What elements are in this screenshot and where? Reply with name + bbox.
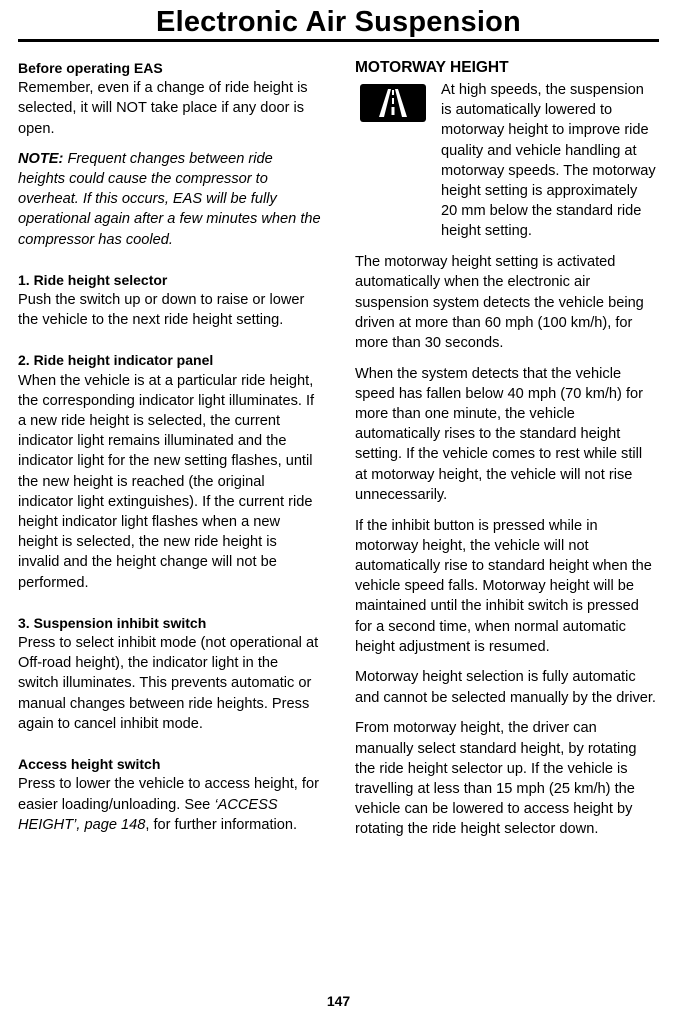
motorway-height-heading: MOTORWAY HEIGHT [355,59,509,76]
right-column [355,58,657,840]
motorway-paragraph-3: If the inhibit button is pressed while in motorway height, the vehicle will not automatically rise to standard height when the vehicle speed falls. Motorway height will be maintained until the inhibit switch is pressed for a second time, when normal automatic height adjustment is resumed. [355,517,652,655]
inhibit-switch-text: Press to select inhibit mode (not operational at Off-road height), the indicator light in the switch illuminates. This prevents automatic or manual changes between ride heights. Press again to cancel inhibit mode. [18,635,319,732]
indicator-panel-heading: 2. Ride height indicator panel [18,352,214,369]
motorway-paragraph-4: Motorway height selection is fully automatic and cannot be selected manually by the driver. [355,669,656,706]
access-switch-heading: Access height switch [18,756,161,773]
page-number: 147 [326,993,351,1009]
page-title: Electronic Air Suspension [156,6,521,38]
access-height-reference: ‘ACCESS HEIGHT’, page 148 [18,796,278,833]
motorway-paragraph-5: From motorway height, the driver can manually select standard height, by rotating the ride height selector up. If the vehicle is travelling at less than 15 mph (25 km/h) the vehicle can be lowered to access height by rotating the ride height selector down. [355,720,637,838]
before-eas-heading: Before operating EAS [18,60,163,76]
left-column [18,58,322,835]
access-switch-text [18,774,322,835]
motorway-intro [355,80,657,242]
access-text-before: Press to lower the vehicle to access height, for easier loading/unloading. See [18,776,319,813]
access-switch-section [18,754,322,835]
ride-height-selector-section [18,270,322,331]
motorway-height-icon [360,84,426,122]
access-text-after: , for further information. [145,816,298,833]
motorway-intro-text: At high speeds, the suspension is automatically lowered to motorway height to improve ride quality and vehicle handling at motorway speeds. The motorway height setting is approximately 20 mm below the standard ride height setting. [441,82,656,240]
motorway-paragraph-1: The motorway height setting is activated automatically when the electronic air suspension system detects the vehicle being driven at more than 60 mph (100 km/h), for more than 30 seconds. [355,254,644,351]
note-label: NOTE: [18,150,64,167]
title-rule [18,39,659,42]
ride-height-selector-heading: 1. Ride height selector [18,271,168,288]
inhibit-switch-heading: 3. Suspension inhibit switch [18,614,207,631]
indicator-panel-section [18,350,322,592]
note-paragraph [18,149,322,250]
before-eas-text: Remember, even if a change of ride height is selected, it will NOT take place if any door is open. [18,80,308,137]
motorway-paragraph-2: When the system detects that the vehicle speed has fallen below 40 mph (70 km/h) for more than one minute, the vehicle automatically rises to the standard height setting. If the vehicle comes to rest while still at motorway height, the vehicle will not rise unnecessarily. [355,365,643,503]
ride-height-selector-text: Push the switch up or down to raise or lower the vehicle to the next ride height setting. [18,292,305,329]
before-eas-section [18,58,322,139]
note-text: Frequent changes between ride heights could cause the compressor to overheat. If this occurs, EAS will be fully operational again after a few minutes when the compressor has cooled. [18,150,321,248]
indicator-panel-text: When the vehicle is at a particular ride height, the corresponding indicator light illuminates. If a new ride height is selected, the current indicator light remains illuminated and the indicator light for the new setting flashes, until the new height is reached (the original indicator light extinguishes). If the current ride height indicator light flashes when a new height is selected, the new ride height is invalid and the height change will not be performed. [18,372,315,591]
inhibit-switch-section [18,613,322,734]
